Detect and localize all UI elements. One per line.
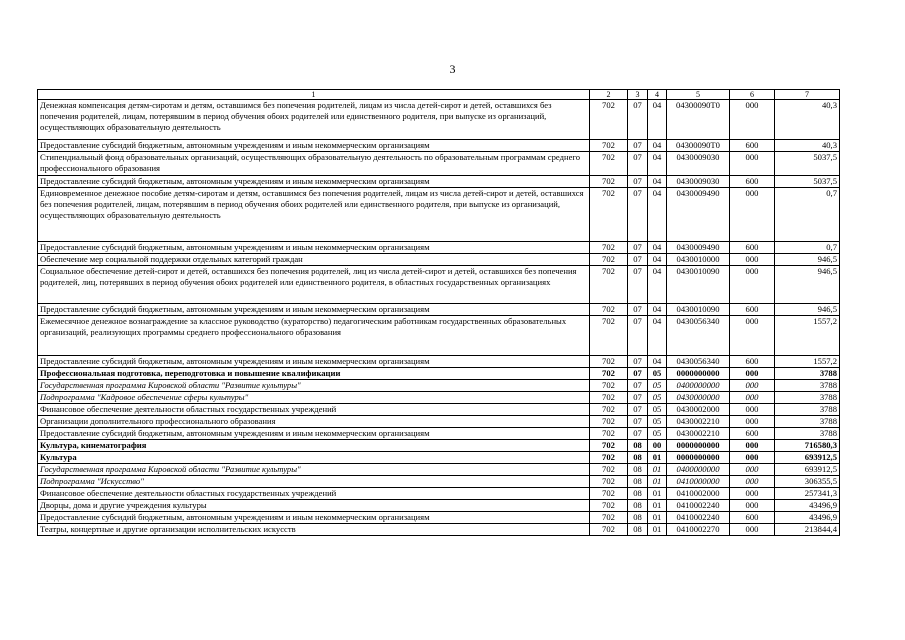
row-expense-type: 600: [730, 512, 775, 524]
row-amount: 43496,9: [775, 500, 840, 512]
row-target-article: 0430009490: [667, 188, 730, 242]
table-row: [38, 428, 840, 440]
row-section: 07: [628, 242, 648, 254]
row-admin-code: 702: [590, 404, 628, 416]
row-name: Предоставление субсидий бюджетным, автономным учреждениям и иным некоммерческим организациям: [38, 242, 590, 254]
row-amount: 3788: [775, 380, 840, 392]
row-section: 08: [628, 488, 648, 500]
row-name: Стипендиальный фонд образовательных организаций, осуществляющих образовательную деятельность по образовательным программам среднего профессионального образования: [38, 152, 590, 176]
row-admin-code: 702: [590, 392, 628, 404]
row-section: 07: [628, 100, 648, 140]
budget-table: [37, 89, 840, 536]
row-subsection: 05: [648, 380, 667, 392]
row-amount: 3788: [775, 404, 840, 416]
row-amount: 43496,9: [775, 512, 840, 524]
row-admin-code: 702: [590, 524, 628, 536]
row-admin-code: 702: [590, 416, 628, 428]
row-subsection: 04: [648, 176, 667, 188]
table-row: [38, 356, 840, 368]
row-name: Профессиональная подготовка, переподготовка и повышение квалификации: [38, 368, 590, 380]
row-admin-code: 702: [590, 266, 628, 304]
row-expense-type: 000: [730, 404, 775, 416]
row-target-article: 0000000000: [667, 452, 730, 464]
table-row: [38, 254, 840, 266]
table-row: [38, 464, 840, 476]
row-name: Театры, концертные и другие организации исполнительских искусств: [38, 524, 590, 536]
row-target-article: 0430010090: [667, 304, 730, 316]
row-expense-type: 000: [730, 524, 775, 536]
table-row: [38, 488, 840, 500]
row-subsection: 01: [648, 524, 667, 536]
row-subsection: 04: [648, 140, 667, 152]
col-header-3: 3: [628, 90, 648, 100]
row-expense-type: 600: [730, 356, 775, 368]
row-target-article: 04300090З0: [667, 152, 730, 176]
row-name: Подпрограмма "Искусство": [38, 476, 590, 488]
row-name: Финансовое обеспечение деятельности областных государственных учреждений: [38, 404, 590, 416]
row-amount: 3788: [775, 392, 840, 404]
row-admin-code: 702: [590, 152, 628, 176]
row-target-article: 0430010090: [667, 266, 730, 304]
row-target-article: 0430056340: [667, 316, 730, 356]
row-subsection: 01: [648, 464, 667, 476]
row-section: 08: [628, 440, 648, 452]
row-subsection: 04: [648, 100, 667, 140]
row-expense-type: 000: [730, 392, 775, 404]
table-row: [38, 242, 840, 254]
row-name: Организации дополнительного профессионального образования: [38, 416, 590, 428]
row-amount: 946,5: [775, 254, 840, 266]
row-section: 08: [628, 524, 648, 536]
row-target-article: 0410002240: [667, 512, 730, 524]
row-target-article: 0430002210: [667, 416, 730, 428]
row-section: 07: [628, 152, 648, 176]
row-expense-type: 000: [730, 188, 775, 242]
table-row: [38, 266, 840, 304]
col-header-2: 2: [590, 90, 628, 100]
row-section: 07: [628, 428, 648, 440]
row-name: Предоставление субсидий бюджетным, автономным учреждениям и иным некоммерческим организациям: [38, 428, 590, 440]
row-section: 07: [628, 356, 648, 368]
row-admin-code: 702: [590, 356, 628, 368]
row-expense-type: 000: [730, 380, 775, 392]
row-name: Денежная компенсация детям-сиротам и детям, оставшимся без попечения родителей, лицам из числа детей-сирот и детей, оставшихся без попечения родителей, лицам, потерявшим в период обучения обоих родителей или единственного родителя, при выпуске из организаций, осуществляющих образовательную деятельность: [38, 100, 590, 140]
row-name: Культура: [38, 452, 590, 464]
row-subsection: 04: [648, 242, 667, 254]
row-name: Предоставление субсидий бюджетным, автономным учреждениям и иным некоммерческим организациям: [38, 512, 590, 524]
row-section: 07: [628, 392, 648, 404]
table-row: [38, 368, 840, 380]
row-admin-code: 702: [590, 304, 628, 316]
row-section: 07: [628, 304, 648, 316]
row-target-article: 0410000000: [667, 476, 730, 488]
header-row: [38, 90, 840, 100]
col-header-7: 7: [775, 90, 840, 100]
row-expense-type: 000: [730, 452, 775, 464]
row-subsection: 04: [648, 304, 667, 316]
row-target-article: 04300090Т0: [667, 140, 730, 152]
row-admin-code: 702: [590, 488, 628, 500]
row-amount: 5037,5: [775, 176, 840, 188]
row-amount: 5037,5: [775, 152, 840, 176]
row-subsection: 04: [648, 254, 667, 266]
row-amount: 3788: [775, 368, 840, 380]
row-admin-code: 702: [590, 476, 628, 488]
row-section: 07: [628, 316, 648, 356]
row-target-article: 0410002270: [667, 524, 730, 536]
row-section: 08: [628, 464, 648, 476]
page-number: 3: [449, 62, 456, 76]
row-section: 08: [628, 500, 648, 512]
row-target-article: 0410002000: [667, 488, 730, 500]
row-expense-type: 000: [730, 440, 775, 452]
row-target-article: 04300090Т0: [667, 100, 730, 140]
table-row: [38, 512, 840, 524]
row-subsection: 05: [648, 428, 667, 440]
row-target-article: 0430009490: [667, 242, 730, 254]
row-target-article: 0410002240: [667, 500, 730, 512]
row-subsection: 04: [648, 152, 667, 176]
row-admin-code: 702: [590, 100, 628, 140]
table-row: [38, 440, 840, 452]
col-header-1: 1: [38, 90, 590, 100]
table-row: [38, 500, 840, 512]
row-name: Единовременное денежное пособие детям-сиротам и детям, оставшимся без попечения родителей, лицам из числа детей-сирот и детей, оставшихся без попечения родителей, лицам, потерявшим в период обучения обоих родителей или единственного родителя, при выпуске из организаций, осуществляющих образовательную деятельность: [38, 188, 590, 242]
row-expense-type: 600: [730, 140, 775, 152]
row-name: Предоставление субсидий бюджетным, автономным учреждениям и иным некоммерческим организациям: [38, 140, 590, 152]
row-amount: 257341,3: [775, 488, 840, 500]
row-admin-code: 702: [590, 428, 628, 440]
row-section: 07: [628, 368, 648, 380]
row-subsection: 01: [648, 512, 667, 524]
row-expense-type: 000: [730, 488, 775, 500]
row-amount: 693912,5: [775, 464, 840, 476]
row-name: Ежемесячное денежное вознаграждение за классное руководство (кураторство) педагогическим работникам государственных образовательных организаций, реализующих программы среднего профессионального образования: [38, 316, 590, 356]
row-amount: 40,3: [775, 100, 840, 140]
row-expense-type: 000: [730, 368, 775, 380]
table-row: [38, 452, 840, 464]
row-amount: 716580,3: [775, 440, 840, 452]
row-section: 07: [628, 188, 648, 242]
row-target-article: 0000000000: [667, 440, 730, 452]
row-name: Предоставление субсидий бюджетным, автономным учреждениям и иным некоммерческим организациям: [38, 304, 590, 316]
row-amount: 3788: [775, 428, 840, 440]
row-target-article: 0430000000: [667, 392, 730, 404]
row-amount: 40,3: [775, 140, 840, 152]
row-admin-code: 702: [590, 500, 628, 512]
row-amount: 693912,5: [775, 452, 840, 464]
table-row: [38, 416, 840, 428]
row-target-article: 0000000000: [667, 368, 730, 380]
row-name: Дворцы, дома и другие учреждения культуры: [38, 500, 590, 512]
table-row: [38, 476, 840, 488]
col-header-5: 5: [667, 90, 730, 100]
row-target-article: 0430056340: [667, 356, 730, 368]
row-subsection: 01: [648, 476, 667, 488]
row-target-article: 0400000000: [667, 464, 730, 476]
row-subsection: 05: [648, 416, 667, 428]
row-amount: 946,5: [775, 304, 840, 316]
row-section: 08: [628, 476, 648, 488]
row-amount: 1557,2: [775, 316, 840, 356]
row-admin-code: 702: [590, 316, 628, 356]
row-target-article: 0430002000: [667, 404, 730, 416]
col-header-4: 4: [648, 90, 667, 100]
row-section: 07: [628, 404, 648, 416]
table-row: [38, 188, 840, 242]
row-admin-code: 702: [590, 242, 628, 254]
table-row: [38, 304, 840, 316]
table-row: [38, 100, 840, 140]
row-admin-code: 702: [590, 464, 628, 476]
table-row: [38, 176, 840, 188]
row-expense-type: 000: [730, 476, 775, 488]
row-expense-type: 000: [730, 254, 775, 266]
row-target-article: 0400000000: [667, 380, 730, 392]
row-name: Финансовое обеспечение деятельности областных государственных учреждений: [38, 488, 590, 500]
row-amount: 3788: [775, 416, 840, 428]
table-row: [38, 140, 840, 152]
row-amount: 213844,4: [775, 524, 840, 536]
row-subsection: 05: [648, 404, 667, 416]
row-amount: 306355,5: [775, 476, 840, 488]
table-row: [38, 404, 840, 416]
row-subsection: 04: [648, 266, 667, 304]
row-target-article: 04300090З0: [667, 176, 730, 188]
row-admin-code: 702: [590, 380, 628, 392]
row-amount: 0,7: [775, 242, 840, 254]
row-expense-type: 600: [730, 176, 775, 188]
row-admin-code: 702: [590, 440, 628, 452]
row-expense-type: 000: [730, 316, 775, 356]
row-expense-type: 000: [730, 100, 775, 140]
row-subsection: 04: [648, 356, 667, 368]
row-name: Подпрограмма "Кадровое обеспечение сферы культуры": [38, 392, 590, 404]
row-expense-type: 600: [730, 428, 775, 440]
table-row: [38, 380, 840, 392]
row-section: 08: [628, 452, 648, 464]
row-section: 07: [628, 140, 648, 152]
row-amount: 946,5: [775, 266, 840, 304]
row-subsection: 01: [648, 488, 667, 500]
row-subsection: 00: [648, 440, 667, 452]
row-section: 08: [628, 512, 648, 524]
row-subsection: 04: [648, 188, 667, 242]
row-admin-code: 702: [590, 176, 628, 188]
row-name: Социальное обеспечение детей-сирот и детей, оставшихся без попечения родителей, лиц из числа детей-сирот и детей, оставшихся без попечения родителей, лиц, потерявших в период обучения обоих родителей или единственного родителя, в областных государственных организациях: [38, 266, 590, 304]
row-admin-code: 702: [590, 140, 628, 152]
row-subsection: 01: [648, 500, 667, 512]
row-expense-type: 000: [730, 266, 775, 304]
row-target-article: 0430002210: [667, 428, 730, 440]
table-row: [38, 316, 840, 356]
row-expense-type: 000: [730, 152, 775, 176]
row-expense-type: 600: [730, 304, 775, 316]
row-admin-code: 702: [590, 254, 628, 266]
row-admin-code: 702: [590, 368, 628, 380]
row-expense-type: 600: [730, 242, 775, 254]
row-expense-type: 000: [730, 416, 775, 428]
row-subsection: 05: [648, 368, 667, 380]
row-name: Государственная программа Кировской области "Развитие культуры": [38, 380, 590, 392]
row-subsection: 01: [648, 452, 667, 464]
row-expense-type: 000: [730, 500, 775, 512]
row-name: Культура, кинематография: [38, 440, 590, 452]
row-section: 07: [628, 380, 648, 392]
row-subsection: 04: [648, 316, 667, 356]
row-admin-code: 702: [590, 452, 628, 464]
row-amount: 1557,2: [775, 356, 840, 368]
table-row: [38, 524, 840, 536]
row-section: 07: [628, 416, 648, 428]
col-header-6: 6: [730, 90, 775, 100]
row-section: 07: [628, 176, 648, 188]
row-section: 07: [628, 254, 648, 266]
row-name: Государственная программа Кировской области "Развитие культуры": [38, 464, 590, 476]
row-admin-code: 702: [590, 188, 628, 242]
table-row: [38, 392, 840, 404]
row-name: Предоставление субсидий бюджетным, автономным учреждениям и иным некоммерческим организациям: [38, 176, 590, 188]
row-admin-code: 702: [590, 512, 628, 524]
row-name: Обеспечение мер социальной поддержки отдельных категорий граждан: [38, 254, 590, 266]
table-row: [38, 152, 840, 176]
row-subsection: 05: [648, 392, 667, 404]
row-amount: 0,7: [775, 188, 840, 242]
row-target-article: 0430010000: [667, 254, 730, 266]
row-name: Предоставление субсидий бюджетным, автономным учреждениям и иным некоммерческим организациям: [38, 356, 590, 368]
row-section: 07: [628, 266, 648, 304]
row-expense-type: 000: [730, 464, 775, 476]
